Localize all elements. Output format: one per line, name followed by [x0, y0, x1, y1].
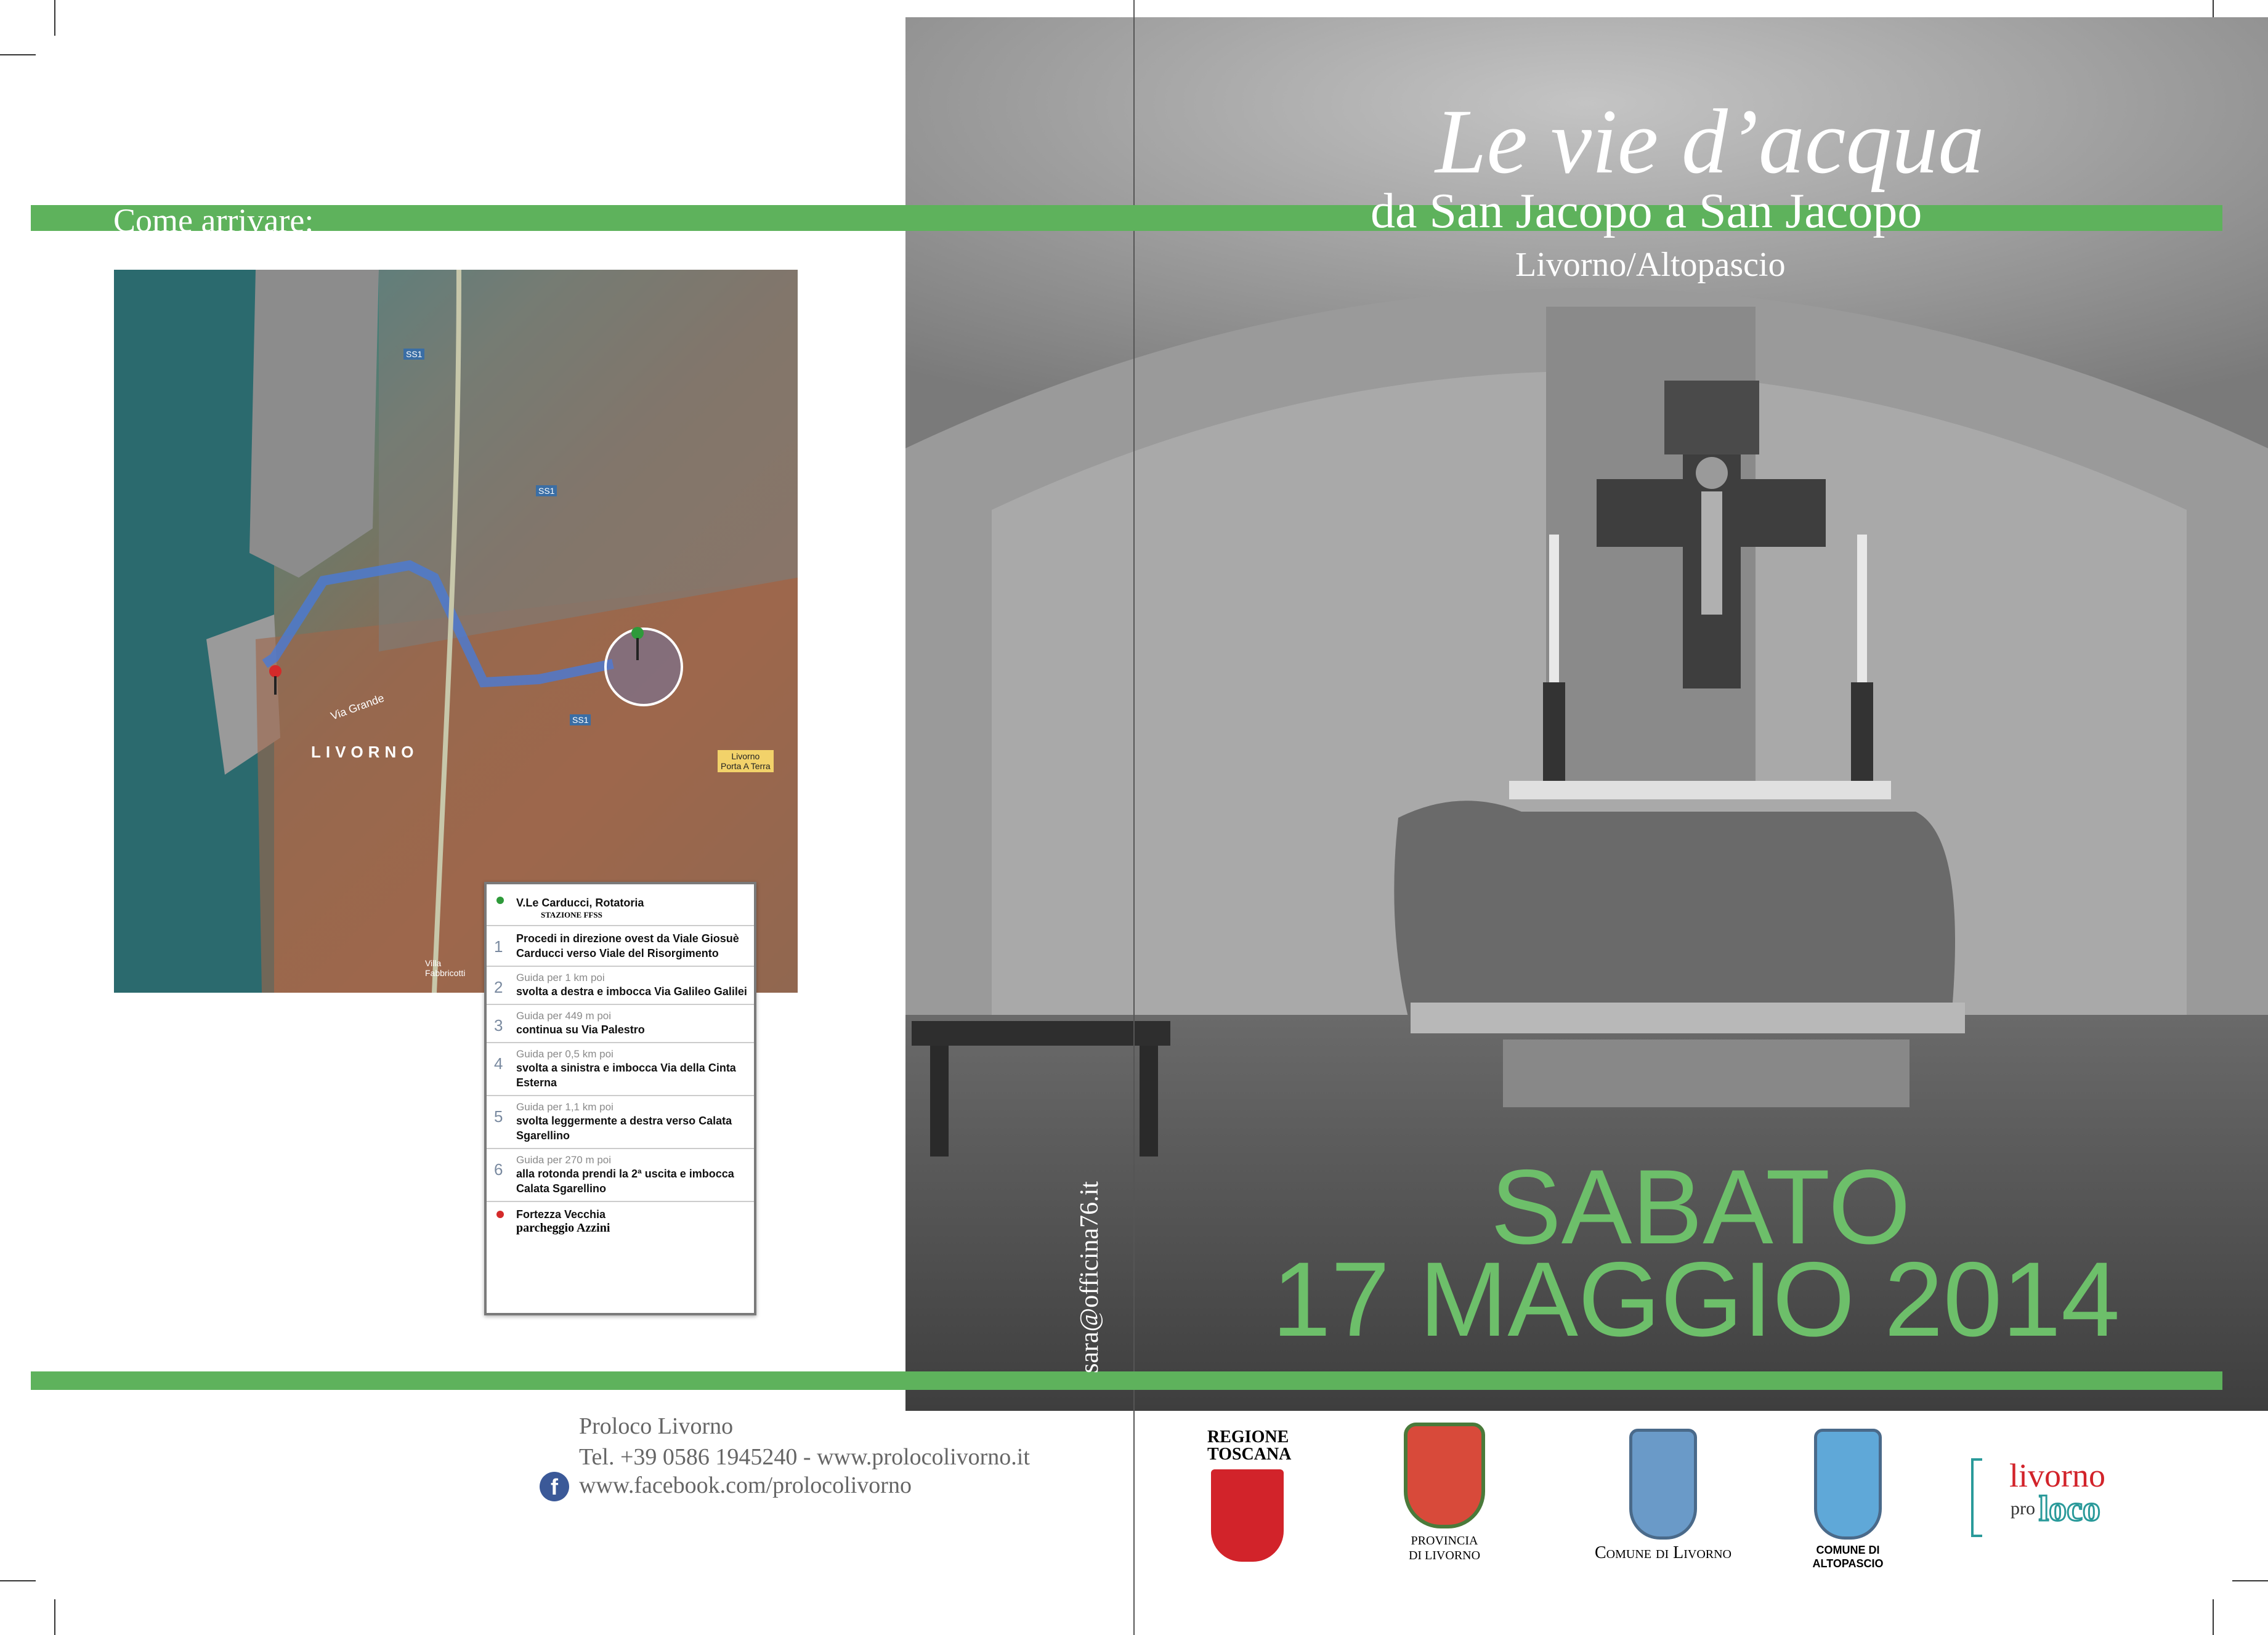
event-date: 17 MAGGIO 2014: [1272, 1240, 2120, 1358]
map-label-villa: Villa Fabbricotti: [425, 958, 466, 978]
directions-step[interactable]: [487, 1096, 754, 1149]
title-script: Le vie d’acqua: [1435, 91, 1985, 193]
map-label-station-line1: Livorno: [731, 751, 760, 761]
logo-provincia-livorno: [1398, 1423, 1491, 1563]
crop-mark-bottom-right-h: [2232, 1580, 2268, 1581]
step-number: 6: [494, 1160, 503, 1179]
directions-step[interactable]: [487, 967, 754, 1005]
step-number: 1: [494, 937, 503, 956]
step-text: continua su Via Palestro: [516, 1023, 645, 1036]
logo-comune-altopascio: [1805, 1429, 1891, 1570]
directions-end[interactable]: [487, 1202, 754, 1239]
map-label-ss1-b: SS1: [536, 485, 557, 496]
altopascio-crest-icon: [1814, 1429, 1882, 1540]
step-text: svolta leggermente a destra verso Calata Sgarellino: [516, 1115, 732, 1142]
place: Livorno/Altopascio: [1515, 246, 1786, 284]
logo-regione-line2: TOSCANA: [1207, 1445, 1292, 1464]
map-label-via-grande: Via Grande: [329, 692, 386, 722]
credit: sara@officina76.it: [1075, 1181, 1104, 1373]
subtitle: da San Jacopo a San Jacopo: [1371, 184, 1922, 238]
regione-shield-icon: [1211, 1469, 1284, 1562]
proloco-word3: loco: [2039, 1488, 2100, 1528]
logo-regione-line1: REGIONE: [1207, 1427, 1289, 1447]
crop-mark-top-left-h: [0, 54, 36, 55]
step-text: svolta a destra e imbocca Via Galileo Galilei: [516, 985, 747, 998]
crop-mark-top-left-v: [54, 0, 55, 36]
contact-facebook[interactable]: www.facebook.com/prolocolivorno: [579, 1472, 912, 1498]
map-label-ss1-a: SS1: [403, 349, 424, 360]
logo-regione-toscana: [1207, 1427, 1292, 1562]
section-title: Come arrivare:: [113, 202, 314, 239]
facebook-icon[interactable]: f: [540, 1472, 569, 1501]
bottom-green-band: [31, 1371, 2222, 1390]
step-guide: Guida per 1,1 km poi: [516, 1101, 614, 1113]
logo-altopascio-line2: ALTOPASCIO: [1812, 1557, 1884, 1570]
proloco-word2: pro: [2011, 1498, 2035, 1519]
step-number: 5: [494, 1107, 503, 1126]
comune-livorno-crest-icon: [1629, 1429, 1697, 1540]
logo-comune-livorno-text: Comune di Livorno: [1595, 1543, 1731, 1562]
event-day: SABATO: [1491, 1148, 1911, 1266]
crop-mark-bottom-left-v: [54, 1599, 55, 1635]
directions-step[interactable]: [487, 926, 754, 967]
map-label-station: [718, 750, 774, 772]
step-guide: Guida per 1 km poi: [516, 972, 605, 983]
crop-mark-bottom-left-h: [0, 1580, 36, 1581]
directions-panel: [484, 882, 756, 1315]
directions-start[interactable]: [487, 884, 754, 926]
step-number: 3: [494, 1016, 503, 1035]
directions-step[interactable]: [487, 1043, 754, 1096]
directions-step[interactable]: [487, 1149, 754, 1202]
end-pin-icon: [496, 1211, 504, 1218]
end-title: Fortezza Vecchia: [516, 1208, 606, 1221]
map-label-station-line2: Porta A Terra: [721, 761, 771, 771]
proloco-bracket-icon: [1971, 1458, 1982, 1537]
step-guide: Guida per 0,5 km poi: [516, 1048, 614, 1060]
proloco-word1: livorno: [2009, 1457, 2105, 1494]
step-guide: Guida per 270 m poi: [516, 1154, 612, 1166]
provincia-crest-icon: [1404, 1423, 1485, 1528]
step-text: alla rotonda prendi la 2ª uscita e imbocca Calata Sgarellino: [516, 1168, 734, 1195]
logo-provincia-line2: DI LIVORNO: [1408, 1549, 1481, 1562]
logo-altopascio-line1: COMUNE DI: [1816, 1544, 1880, 1556]
step-text: Procedi in direzione ovest da Viale Giosuè Carducci verso Viale del Risorgimento: [516, 932, 739, 959]
start-title: V.Le Carducci, Rotatoria: [516, 897, 644, 909]
step-number: 4: [494, 1054, 503, 1073]
logo-provincia-line1: PROVINCIA: [1411, 1534, 1478, 1548]
logo-comune-livorno: [1577, 1429, 1749, 1563]
map-label-ss1-c: SS1: [570, 714, 591, 725]
start-subtitle: STAZIONE FFSS: [541, 910, 602, 919]
logo-proloco-livorno: [1971, 1458, 2156, 1538]
contact-phone-web[interactable]: Tel. +39 0586 1945240 - www.prolocolivorno.it: [579, 1444, 1030, 1470]
step-guide: Guida per 449 m poi: [516, 1010, 612, 1022]
directions-step[interactable]: [487, 1005, 754, 1043]
crop-mark-bottom-right-v: [2213, 1599, 2214, 1635]
step-number: 2: [494, 978, 503, 996]
step-text: svolta a sinistra e imbocca Via della Cinta Esterna: [516, 1062, 736, 1089]
map-label-city: LIVORNO: [311, 743, 419, 761]
contact-name: Proloco Livorno: [579, 1413, 734, 1439]
start-pin-icon: [496, 897, 504, 904]
end-subtitle: parcheggio Azzini: [516, 1221, 610, 1235]
